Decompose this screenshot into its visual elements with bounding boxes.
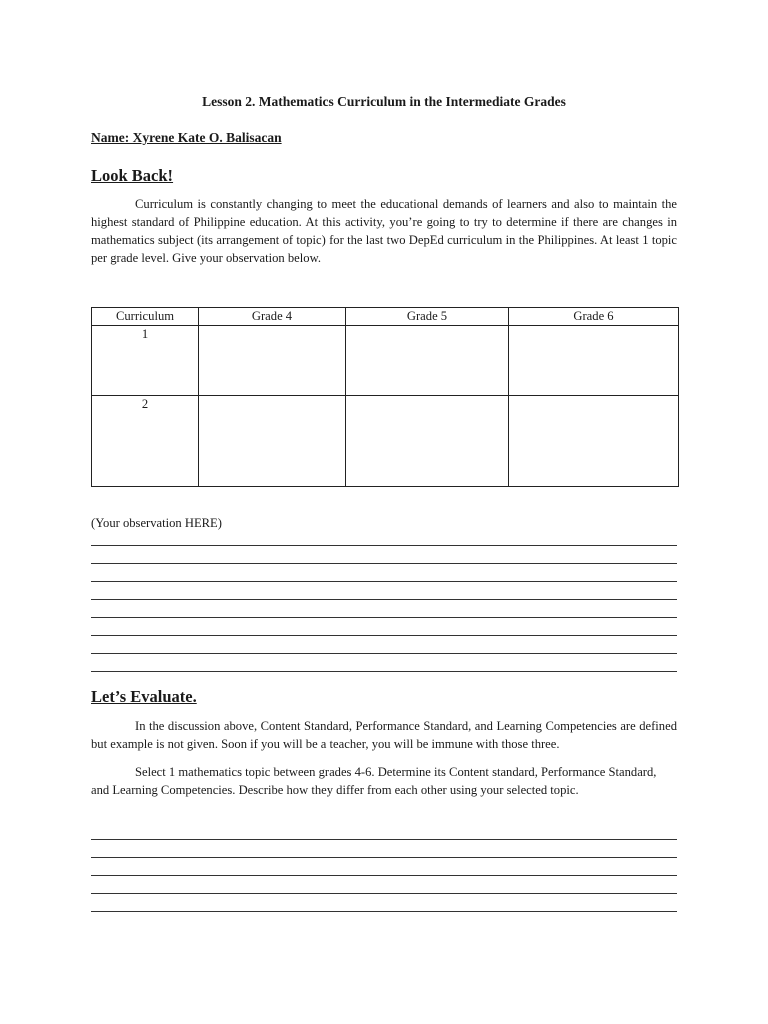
lets-evaluate-heading: Let’s Evaluate.	[91, 687, 197, 706]
answer-line[interactable]	[91, 893, 677, 894]
answer-line[interactable]	[91, 671, 677, 672]
answer-line[interactable]	[91, 581, 677, 582]
evaluate-paragraph-1: In the discussion above, Content Standard, Performance Standard, and Learning Competencies are defined but example is not given. Soon if you will be a teacher, you will be immune with those three.	[91, 719, 677, 751]
grade-4-cell[interactable]	[199, 396, 346, 487]
answer-line[interactable]	[91, 653, 677, 654]
curriculum-number-cell: 2	[92, 396, 199, 487]
answer-line[interactable]	[91, 635, 677, 636]
answer-line[interactable]	[91, 617, 677, 618]
table-header-row	[92, 308, 679, 326]
answer-line[interactable]	[91, 599, 677, 600]
lesson-title: Lesson 2. Mathematics Curriculum in the Intermediate Grades	[202, 94, 566, 109]
observation-answer-lines[interactable]	[91, 545, 677, 689]
look-back-paragraph: Curriculum is constantly changing to meet the educational demands of learners and also to maintain the highest standard of Philippine education. At this activity, you’re going to try to determine if there are changes in mathematics subject (its arrangement of topic) for the last two DepEd curriculum in the Philippines. At least 1 topic per grade level. Give your observation below.	[91, 197, 677, 265]
header-grade-6: Grade 6	[509, 308, 679, 326]
evaluate-answer-lines[interactable]	[91, 839, 677, 929]
student-name: Name: Xyrene Kate O. Balisacan	[91, 130, 282, 145]
answer-line[interactable]	[91, 545, 677, 546]
grade-6-cell[interactable]	[509, 326, 679, 396]
grade-4-cell[interactable]	[199, 326, 346, 396]
grade-5-cell[interactable]	[346, 326, 509, 396]
answer-line[interactable]	[91, 875, 677, 876]
curriculum-number-cell: 1	[92, 326, 199, 396]
evaluate-paragraph-2: Select 1 mathematics topic between grades 4-6. Determine its Content standard, Performance Standard, and Learning Competencies. Describe how they differ from each other using your selected topic.	[91, 765, 657, 797]
answer-line[interactable]	[91, 857, 677, 858]
observation-label: (Your observation HERE)	[91, 516, 222, 530]
look-back-heading: Look Back!	[91, 166, 174, 185]
header-curriculum: Curriculum	[92, 308, 199, 326]
table-row	[92, 396, 679, 487]
header-grade-4: Grade 4	[199, 308, 346, 326]
answer-line[interactable]	[91, 563, 677, 564]
header-grade-5: Grade 5	[346, 308, 509, 326]
grade-5-cell[interactable]	[346, 396, 509, 487]
grade-6-cell[interactable]	[509, 396, 679, 487]
table-row	[92, 326, 679, 396]
answer-line[interactable]	[91, 839, 677, 840]
answer-line[interactable]	[91, 911, 677, 912]
curriculum-table	[91, 307, 679, 487]
